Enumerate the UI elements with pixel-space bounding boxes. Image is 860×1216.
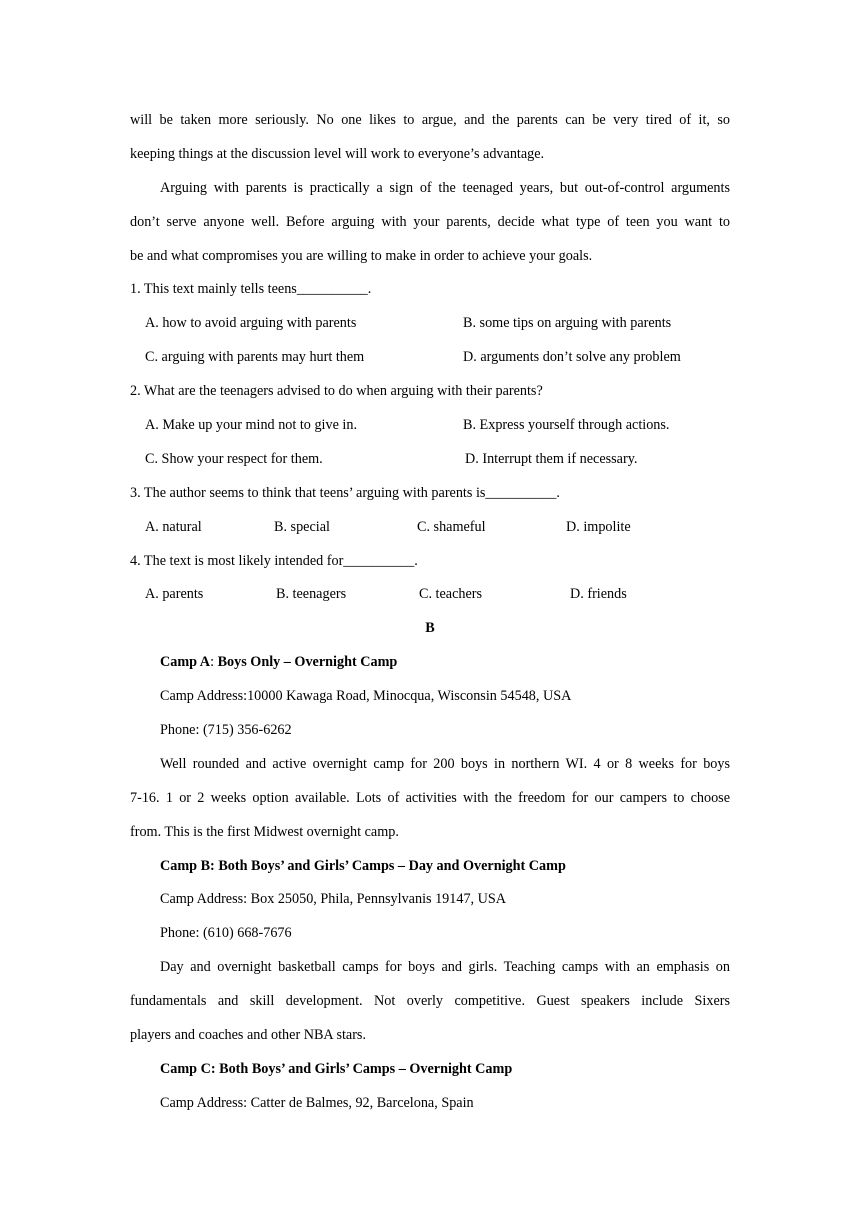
question-options-row <box>130 341 730 375</box>
paragraph-line: will be taken more seriously. No one likes to argue, and the parents can be very tired of it, so <box>130 112 730 128</box>
camp-a-separator: : <box>210 654 218 671</box>
camp-a-desc-line: Well rounded and active overnight camp for 200 boys in northern WI. 4 or 8 weeks for boys <box>160 755 730 772</box>
question-options-row <box>130 578 730 612</box>
option-d: D. impolite <box>566 518 631 535</box>
question-stem: 4. The text is most likely intended for__________. <box>130 552 418 569</box>
question-options-row <box>130 307 730 341</box>
option-b: B. some tips on arguing with parents <box>463 315 672 332</box>
question-stem: 1. This text mainly tells teens__________. <box>130 281 372 298</box>
camp-b-desc-line: Day and overnight basketball camps for boys and girls. Teaching camps with an emphasis on <box>160 959 730 976</box>
option-d: D. friends <box>570 586 627 603</box>
camp-b-desc-line: players and coaches and other NBA stars. <box>130 1027 366 1044</box>
option-c: C. Show your respect for them. <box>145 450 323 467</box>
option-b: B. teenagers <box>276 586 347 603</box>
option-a: A. parents <box>145 586 204 603</box>
camp-a-desc-line: 7-16. 1 or 2 weeks option available. Lots of activities with the freedom for our campers to choose <box>130 789 730 806</box>
camp-a-label: Camp A <box>160 654 211 671</box>
option-d: D. Interrupt them if necessary. <box>465 450 638 467</box>
option-d: D. arguments don’t solve any problem <box>463 349 681 366</box>
camp-b-address: Camp Address: Box 25050, Phila, Pennsylvanis 19147, USA <box>160 891 507 908</box>
camp-c-address: Camp Address: Catter de Balmes, 92, Barcelona, Spain <box>160 1094 474 1111</box>
camp-b-desc-line: fundamentals and skill development. Not overly competitive. Guest speakers include Sixers <box>130 993 730 1010</box>
paragraph-line: Arguing with parents is practically a sign of the teenaged years, but out-of-control arguments <box>160 179 730 196</box>
camp-c-title: Camp C: Both Boys’ and Girls’ Camps – Overnight Camp <box>160 1060 513 1077</box>
option-b: B. special <box>274 518 330 535</box>
option-a: A. Make up your mind not to give in. <box>145 417 358 434</box>
question-options-row <box>130 409 730 443</box>
paragraph-line: don’t serve anyone well. Before arguing with your parents, decide what type of teen you want to <box>130 213 730 230</box>
camp-b-title: Camp B: Both Boys’ and Girls’ Camps – Day and Overnight Camp <box>160 857 566 874</box>
question-stem: 2. What are the teenagers advised to do when arguing with their parents? <box>130 383 543 400</box>
camp-a-title <box>130 646 730 680</box>
option-b: B. Express yourself through actions. <box>463 417 670 434</box>
question-options-row <box>130 511 730 545</box>
paragraph-line: keeping things at the discussion level will work to everyone’s advantage. <box>130 145 545 162</box>
question-options-row <box>130 443 730 477</box>
option-a: A. how to avoid arguing with parents <box>145 315 357 332</box>
option-a: A. natural <box>145 518 202 535</box>
option-c: C. shameful <box>417 518 486 535</box>
question-stem: 3. The author seems to think that teens’ arguing with parents is__________. <box>130 484 560 501</box>
camp-b-phone: Phone: (610) 668-7676 <box>160 925 292 942</box>
camp-a-phone: Phone: (715) 356-6262 <box>160 722 292 739</box>
camp-a-title-text: Boys Only – Overnight Camp <box>217 654 398 671</box>
camp-a-desc-line: from. This is the first Midwest overnight camp. <box>130 823 399 840</box>
paragraph-line: be and what compromises you are willing to make in order to achieve your goals. <box>130 247 593 264</box>
option-c: C. arguing with parents may hurt them <box>145 349 365 366</box>
option-c: C. teachers <box>419 586 483 603</box>
document-page <box>130 104 730 1121</box>
camp-a-address: Camp Address:10000 Kawaga Road, Minocqua, Wisconsin 54548, USA <box>160 688 572 705</box>
section-heading: B <box>425 620 435 637</box>
